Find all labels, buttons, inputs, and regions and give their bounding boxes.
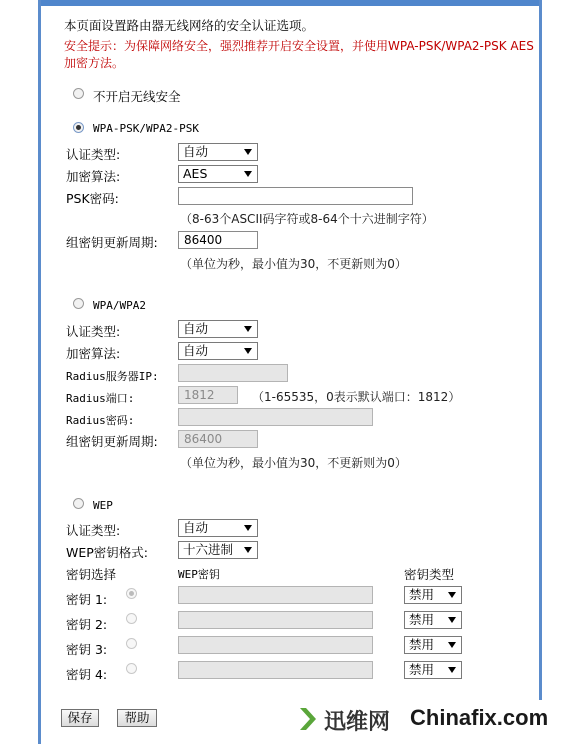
no-security-label: 不开启无线安全 <box>93 89 181 104</box>
wep-key-format-select[interactable]: 十六进制 <box>178 541 258 559</box>
wep-key-2-label: 密钥 2: <box>66 617 108 632</box>
psk-password-hint: （8-63个ASCII码字符或8-64个十六进制字符） <box>180 212 434 226</box>
security-warning: 安全提示：为保障网络安全，强烈推荐开启安全设置，并使用WPA-PSK/WPA2-PSK AES <box>64 39 534 53</box>
wpa-enc-label: 加密算法: <box>66 346 121 361</box>
wpa-label: WPA/WPA2 <box>93 299 146 312</box>
help-button[interactable]: 帮助 <box>117 709 157 727</box>
wep-label: WEP <box>93 499 113 512</box>
frame-border-right <box>539 0 542 702</box>
watermark-en-text: Chinafix.com <box>410 705 549 730</box>
wpa-enc-select[interactable]: 自动 <box>178 342 258 360</box>
intro-text: 本页面设置路由器无线网络的安全认证选项。 <box>64 18 315 33</box>
wep-key-1-input[interactable] <box>178 586 373 604</box>
wep-auth-select[interactable]: 自动 <box>178 519 258 537</box>
wep-key-3-type-select[interactable]: 禁用 <box>404 636 462 654</box>
wep-col-key-select: 密钥选择 <box>66 567 117 582</box>
radius-password-input[interactable] <box>178 408 373 426</box>
wpa-psk-rekey-label: 组密钥更新周期: <box>66 235 158 250</box>
wep-key-4-input[interactable] <box>178 661 373 679</box>
wpa-auth-label: 认证类型: <box>66 324 121 339</box>
radius-port-label: Radius端口: <box>66 392 135 405</box>
wpa-psk-auth-label: 认证类型: <box>66 147 121 162</box>
wpa-rekey-hint: （单位为秒，最小值为30，不更新则为0） <box>180 456 407 470</box>
wep-radio[interactable] <box>73 498 84 509</box>
wep-key-3-label: 密钥 3: <box>66 642 108 657</box>
wpa-auth-select[interactable]: 自动 <box>178 320 258 338</box>
security-warning-cont: 加密方法。 <box>64 56 125 70</box>
radius-port-input[interactable]: 1812 <box>178 386 238 404</box>
wep-key-1-type-select[interactable]: 禁用 <box>404 586 462 604</box>
wep-key-1-label: 密钥 1: <box>66 592 108 607</box>
no-security-radio[interactable] <box>73 88 84 99</box>
wep-key-4-type-select[interactable]: 禁用 <box>404 661 462 679</box>
wpa-psk-rekey-hint: （单位为秒，最小值为30，不更新则为0） <box>180 257 407 271</box>
radius-ip-input[interactable] <box>178 364 288 382</box>
radius-port-hint: （1-65535，0表示默认端口：1812） <box>252 390 461 404</box>
wpa-psk-enc-label: 加密算法: <box>66 169 121 184</box>
wpa-rekey-label: 组密钥更新周期: <box>66 434 158 449</box>
wep-key-3-radio[interactable] <box>126 638 137 649</box>
wep-col-key: WEP密钥 <box>178 568 220 581</box>
wep-key-4-radio[interactable] <box>126 663 137 674</box>
wep-key-2-type-select[interactable]: 禁用 <box>404 611 462 629</box>
chevron-logo-icon <box>298 704 322 734</box>
psk-password-input[interactable] <box>178 187 413 205</box>
radius-password-label: Radius密码: <box>66 414 135 427</box>
wpa-rekey-input[interactable]: 86400 <box>178 430 258 448</box>
wep-key-2-input[interactable] <box>178 611 373 629</box>
wpa-psk-enc-select[interactable]: AES <box>178 165 258 183</box>
wep-key-4-label: 密钥 4: <box>66 667 108 682</box>
wep-key-1-radio[interactable] <box>126 588 137 599</box>
wep-key-3-input[interactable] <box>178 636 373 654</box>
save-button[interactable]: 保存 <box>61 709 99 727</box>
wep-auth-label: 认证类型: <box>66 523 121 538</box>
wpa-psk-label: WPA-PSK/WPA2-PSK <box>93 122 199 135</box>
wep-key-2-radio[interactable] <box>126 613 137 624</box>
radius-ip-label: Radius服务器IP: <box>66 370 159 383</box>
wpa-psk-rekey-input[interactable]: 86400 <box>178 231 258 249</box>
wpa-psk-auth-select[interactable]: 自动 <box>178 143 258 161</box>
wep-col-key-type: 密钥类型 <box>404 567 455 582</box>
wep-key-format-label: WEP密钥格式: <box>66 545 149 560</box>
wpa-radio[interactable] <box>73 298 84 309</box>
wpa-psk-radio[interactable] <box>73 122 84 133</box>
psk-password-label: PSK密码: <box>66 191 119 206</box>
watermark-cn-text: 迅维网 <box>324 710 391 735</box>
